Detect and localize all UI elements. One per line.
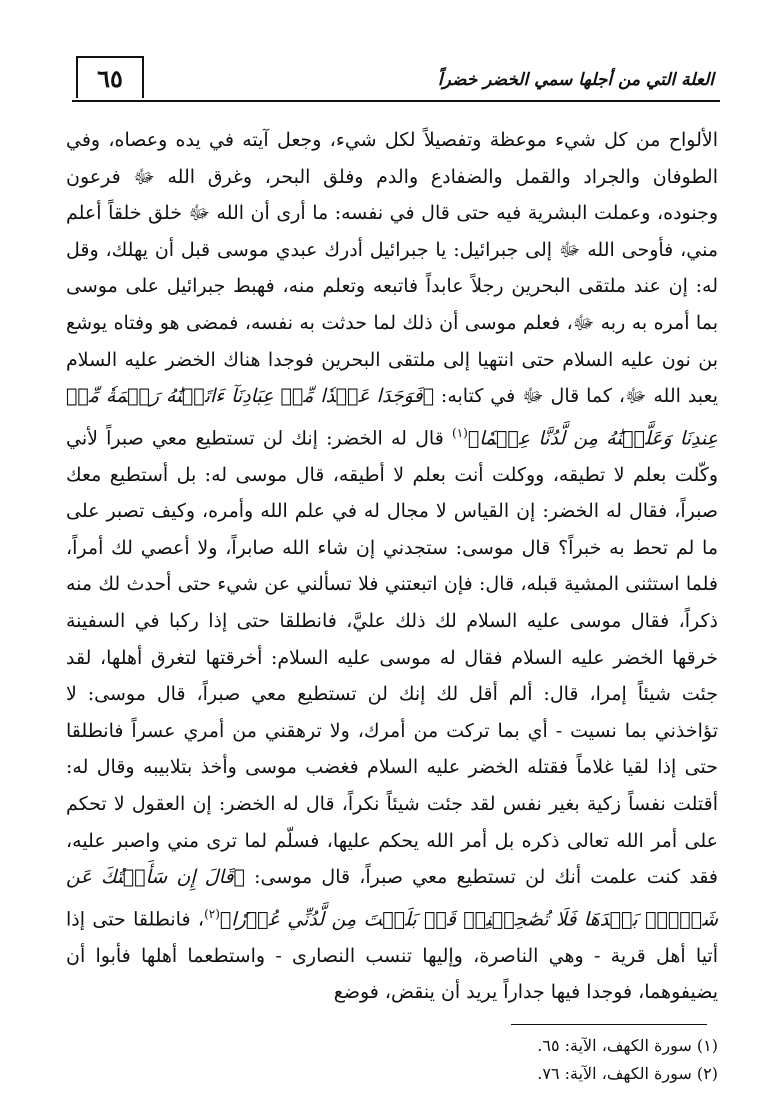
footnote-ref-1: (١) [452,425,468,440]
quran-verse-1: ﴿فَوَجَدَا عَبۡدٗا مِّنۡ عِبَادِنَآ ءَاتَيۡنَٰهُ رَحۡمَةٗ مِّنۡ عِندِنَا وَعَلَّمۡنَٰهُ مِن لَّدُنَّا عِلۡمٗا﴾ [66,385,718,450]
main-paragraph [66,122,718,1011]
footnotes [66,1032,718,1088]
running-title: العلة التي من أجلها سمي الخضر خضراً [437,70,714,90]
text-segment-1: الألواح من كل شيء موعظة وتفصيلاً لكل شيء، وجعل آيته في يده وعصاه، وفي الطوفان والجراد والقمل والضفادع والدم وفلق البحر، وغرق الله ﷻ فرعون وجنوده، وعملت البشرية فيه حتى قال في نفسه: ما أرى أن الله ﷻ خلق خلقاً أعلم مني، فأوحى الله ﷻ إلى جبرائيل: يا جبرائيل أدرك عبدي موسى قبل أن يهلك، وقل له: إن عند ملتقى البحرين رجلاً عابداً فاتبعه وتعلم منه، فهبط جبرائيل على موسى بما أمره به ربه ﷻ، فعلم موسى أن ذلك لما حدثت به نفسه، فمضى هو وفتاه يوشع بن نون عليه السلام حتى انتهيا إلى ملتقى البحرين فوجدا هناك الخضر عليه السلام يعبد الله ﷻ، كما قال ﷻ في كتابه: [66,129,718,408]
text-segment-2: قال له الخضر: إنك لن تستطيع معي صبراً لأني وكّلت بعلم لا تطيقه، ووكلت أنت بعلم لا أطيقه، قال موسى له: بل أستطيع معك صبراً، فقال له الخضر: إن القياس لا مجال له في علم الله وأمره، وكيف تصبر على ما لم تحط به خبراً؟ قال موسى: ستجدني إن شاء الله صابراً، ولا أعصي لك أمراً، فلما استثنى المشية قبله، قال: فإن اتبعتني فلا تسألني عن شيء حتى أحدث لك منه ذكراً، فقال موسى عليه السلام لك ذلك عليَّ، فانطلقا حتى إذا ركبا في السفينة خرقها الخضر عليه السلام فقال له موسى عليه السلام: أخرقتها لتغرق أهلها، لقد جئت شيئاً إمرا، قال: ألم أقل لك إنك لن تستطيع معي صبراً، قال موسى: لا تؤاخذني بما نسيت - أي بما تركت من أمرك، ولا ترهقني من أمري عسراً فانطلقا حتى إذا لقيا غلاماً فقتله الخضر عليه السلام فغضب موسى وأخذ بتلابيبه وقال له: أقتلت نفساً زكية بغير نفس لقد جئت شيئاً نكراً، قال له الخضر: إن العقول لا تحكم على أمر الله تعالى ذكره بل أمر الله يحكم عليها، فسلّم لما ترى مني واصبر عليه، فقد كنت علمت أنك لن تستطيع معي صبراً، قال موسى: [66,427,718,889]
quran-verse-2: ﴿قَالَ إِن سَأَلۡتُكَ عَن شَيۡءِۭ بَعۡدَهَا فَلَا تُصَٰحِبۡنِيۖ قَدۡ بَلَغۡتَ مِن لَّدُنِّي عُذۡرٗا﴾ [66,866,718,931]
footnote-1: (١) سورة الكهف، الآية: ٦٥. [537,1036,718,1055]
footnote-divider [511,1024,707,1025]
page-header [72,56,720,102]
footnote-2: (٢) سورة الكهف، الآية: ٧٦. [537,1064,718,1083]
page-number: ٦٥ [76,56,144,98]
footnote-ref-2: (٢) [204,906,220,921]
text-segment-3: ، فانطلقا حتى إذا أتيا أهل قرية - وهي الناصرة، وإليها تنسب النصارى - واستطعما أهلها فأبوا أن يضيفوهما، فوجدا فيها جداراً يريد أن ينقض، فوضع [66,908,718,1004]
